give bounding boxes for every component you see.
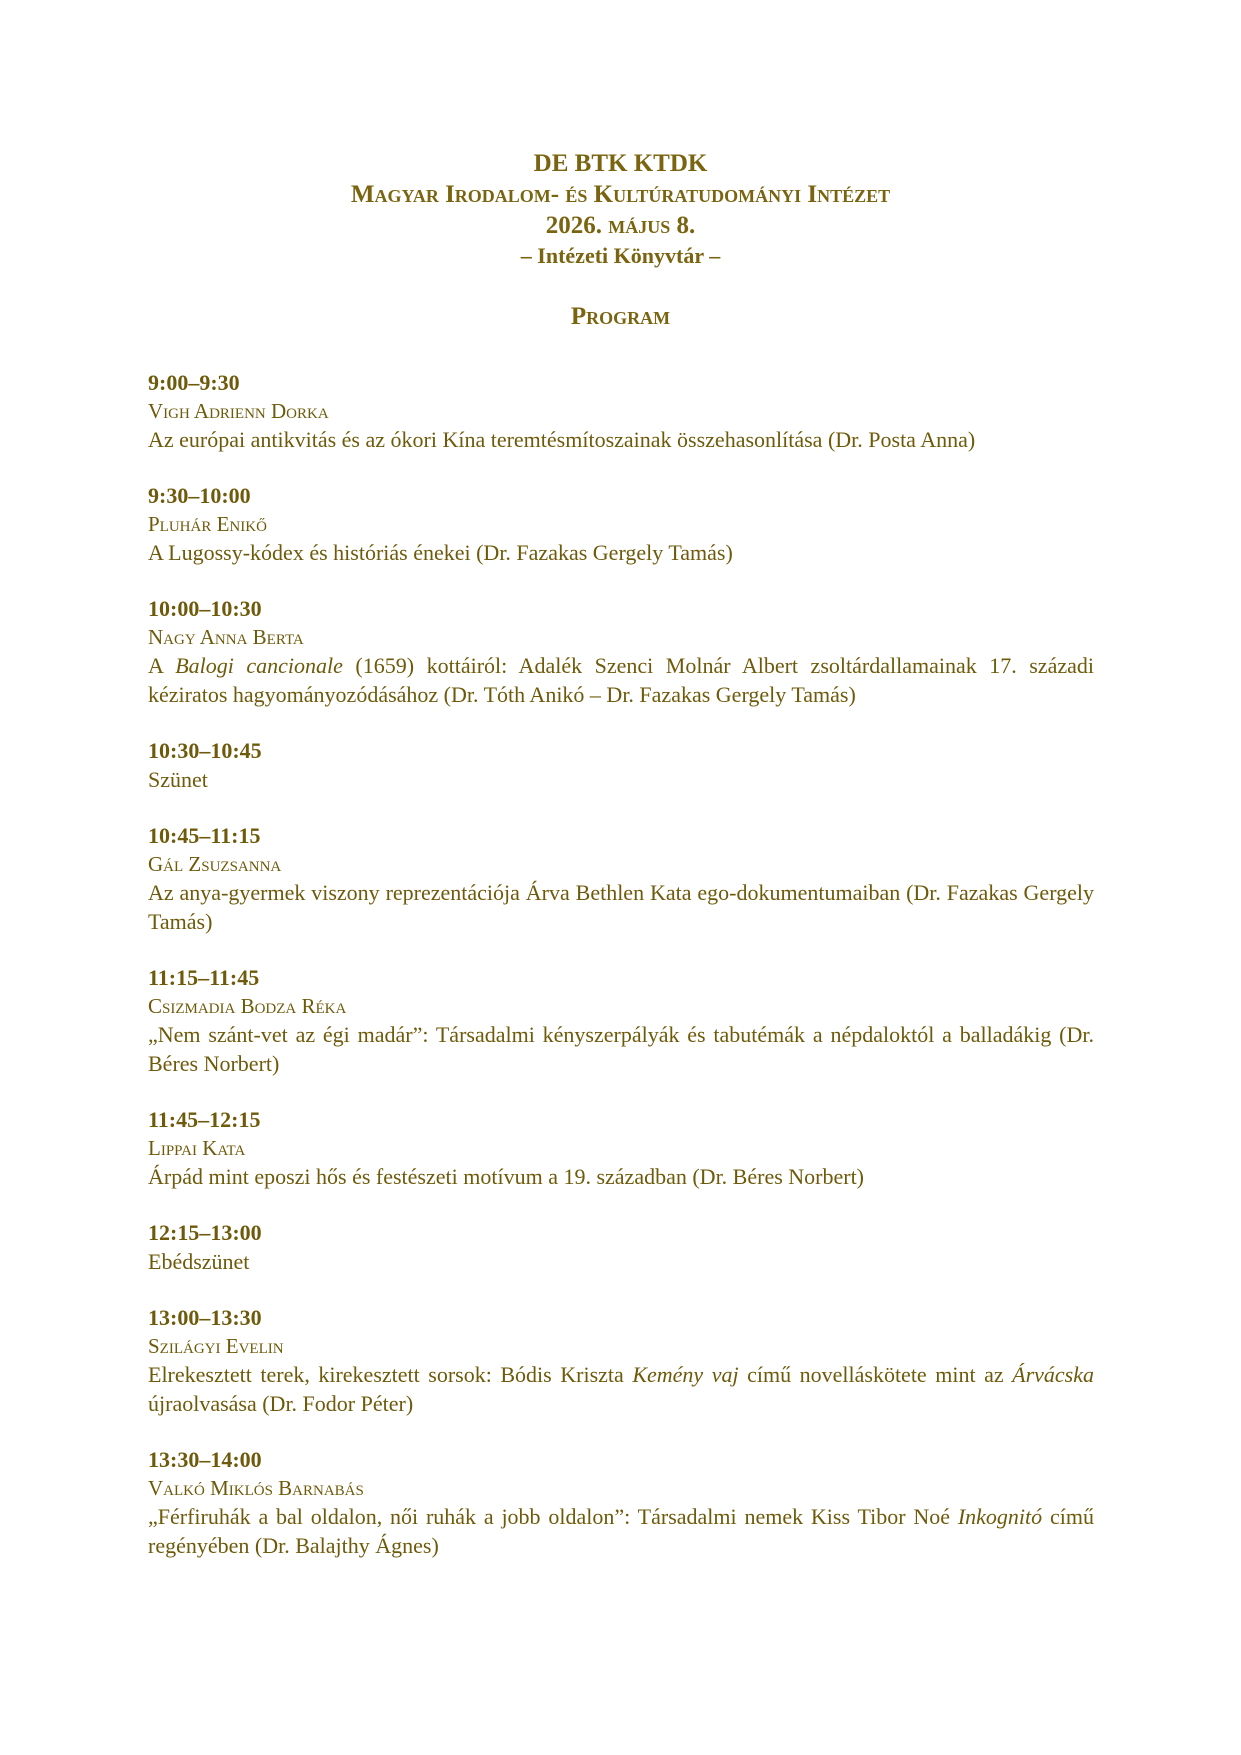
slot-speaker: Vigh Adrienn Dorka [148,399,329,423]
slot-title [148,765,1094,794]
program-slot [148,594,1094,709]
program-slot [148,481,1094,567]
program-slot [148,1303,1094,1418]
title-text: „Férfiruhák a bal oldalon, női ruhák a jobb oldalon”: Társadalmi nemek Kiss Tibor Noé [148,1504,958,1529]
institute-name: Magyar Irodalom- és Kultúratudományi Intézet [350,181,891,208]
program-heading: Program [570,303,671,330]
program-slot [148,736,1094,794]
work-title: Kemény vaj [632,1362,739,1387]
title-text: A Lugossy-kódex és históriás énekei (Dr. Fazakas Gergely Tamás) [148,540,733,565]
slot-time: 13:00–13:30 [148,1305,262,1330]
slot-title [148,1020,1094,1078]
slot-time: 10:45–11:15 [148,823,261,848]
slot-time: 10:30–10:45 [148,738,262,763]
title-text: „Nem szánt-vet az égi madár”: Társadalmi kényszerpályák és tabutémák a népdaloktól a balladákig (Dr. Béres Norbert) [148,1022,1094,1076]
title-text: Az európai antikvitás és az ókori Kína teremtésmítoszainak összehasonlítása (Dr. Posta Anna) [148,427,976,452]
slot-time: 10:00–10:30 [148,596,262,621]
title-text: Szünet [148,767,208,792]
title-text: Elrekesztett terek, kirekesztett sorsok: Bódis Kriszta [148,1362,633,1387]
slot-title [148,878,1094,936]
slot-time: 9:00–9:30 [148,370,240,395]
slot-speaker: Csizmadia Bodza Réka [148,994,347,1018]
slot-time: 11:45–12:15 [148,1107,261,1132]
title-text: című regényében (Dr. Balajthy Ágnes) [148,1504,1094,1558]
title-text: A [148,653,176,678]
event-date: 2026. május 8. [545,212,696,239]
title-text: újraolvasása (Dr. Fodor Péter) [148,1391,414,1416]
title-text: Árpád mint eposzi hős és festészeti motívum a 19. században (Dr. Béres Norbert) [148,1164,865,1189]
program-slot [148,368,1094,454]
slot-title [148,1502,1094,1560]
slot-title [148,1162,1094,1191]
program-slot [148,963,1094,1078]
slot-title [148,651,1094,709]
slot-time: 9:30–10:00 [148,483,251,508]
slot-title [148,1247,1094,1276]
slot-time: 12:15–13:00 [148,1220,262,1245]
program-slot [148,821,1094,936]
slot-title [148,538,1094,567]
program-slot [148,1218,1094,1276]
title-text: című novelláskötete mint az [738,1362,1013,1387]
slot-speaker: Nagy Anna Berta [148,625,304,649]
slot-time: 13:30–14:00 [148,1447,262,1472]
work-title: Árvácska [1012,1362,1094,1387]
conference-name: DE BTK KTDK [533,150,708,177]
document-header [0,148,1241,332]
program-slot [148,1105,1094,1191]
work-title: Inkognitó [957,1504,1043,1529]
title-text: Az anya-gyermek viszony reprezentációja Árva Bethlen Kata ego-dokumentumaiban (Dr. Fazakas Gergely Tamás) [148,880,1094,934]
slot-speaker: Lippai Kata [148,1136,246,1160]
title-text: (1659) kottáiról: Adalék Szenci Molnár Albert zsoltárdallamainak 17. századi kéziratos hagyományozódásához (Dr. Tóth Anikó – Dr. Fazakas Gergely Tamás) [148,653,1094,707]
slot-speaker: Pluhár Enikő [148,512,267,536]
slot-time: 11:15–11:45 [148,965,260,990]
slot-speaker: Szilágyi Evelin [148,1334,284,1358]
slot-speaker: Valkó Miklós Barnabás [148,1476,364,1500]
title-text: Ebédszünet [148,1249,250,1274]
program-list [148,368,1094,1587]
event-venue: – Intézeti Könyvtár – [520,243,721,268]
program-slot [148,1445,1094,1560]
slot-title [148,1360,1094,1418]
slot-speaker: Gál Zsuzsanna [148,852,282,876]
work-title: Balogi cancionale [175,653,343,678]
slot-title [148,425,1094,454]
